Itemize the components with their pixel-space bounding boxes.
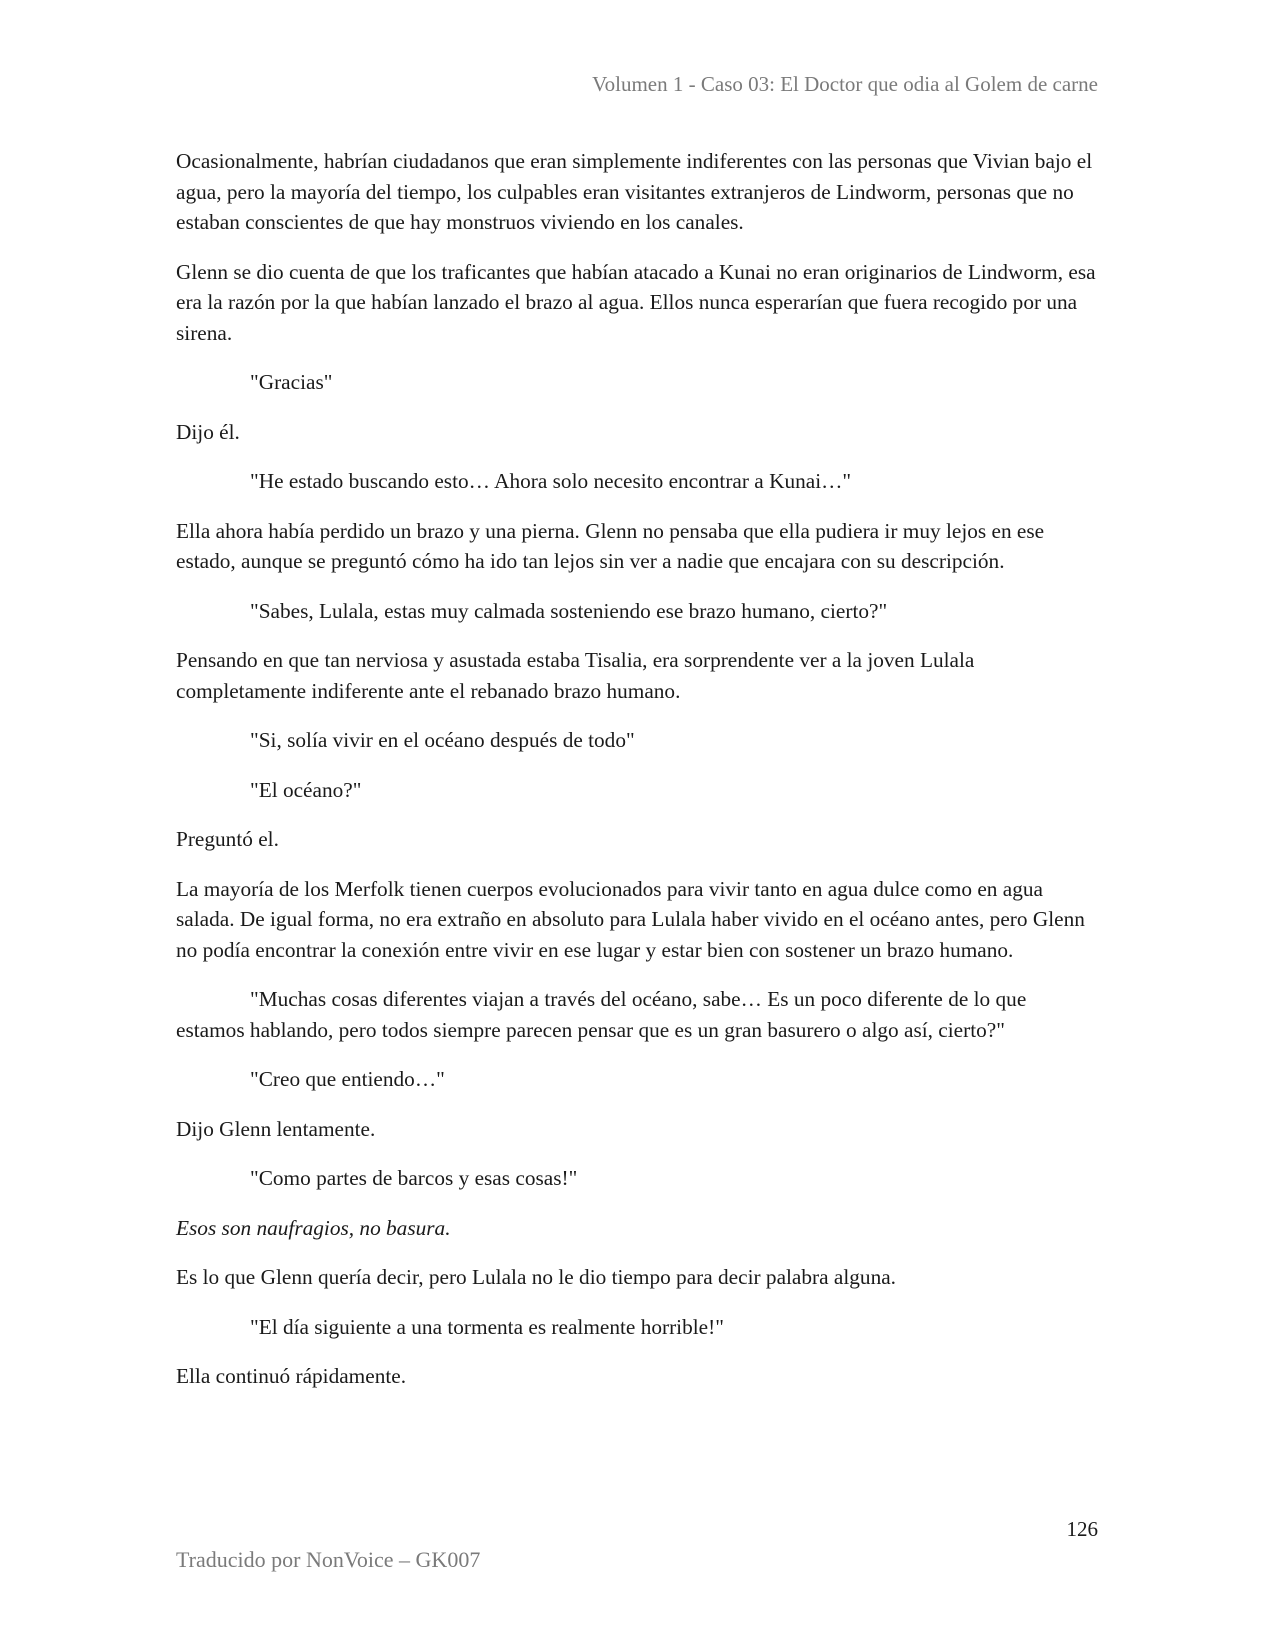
running-header: Volumen 1 - Caso 03: El Doctor que odia al Golem de carne (592, 72, 1098, 96)
paragraph: La mayoría de los Merfolk tienen cuerpos evolucionados para vivir tanto en agua dulce como en agua salada. De igual forma, no era extraño en absoluto para Lulala haber vivido en el océano antes, pero Glenn no podía encontrar la conexión entre vivir en ese lugar y estar bien con sostener un brazo humano. (176, 876, 1085, 962)
paragraph: Dijo Glenn lentamente. (176, 1116, 376, 1141)
dialogue-line: "Sabes, Lulala, estas muy calmada sosteniendo ese brazo humano, cierto?" (250, 598, 888, 623)
page-number: 126 (1066, 1517, 1098, 1541)
dialogue-line: "El día siguiente a una tormenta es realmente horrible!" (250, 1314, 724, 1339)
paragraph: Preguntó el. (176, 827, 279, 851)
dialogue-line: "Muchas cosas diferentes viajan a través del océano, sabe… Es un poco diferente de lo que estamos hablando, pero todos siempre parecen pensar que es un gran basurero o algo así, cierto?" (176, 987, 1027, 1042)
italic-thought: Esos son naufragios, no basura. (176, 1215, 451, 1240)
translator-credit: Traducido por NonVoice – GK007 (176, 1547, 481, 1572)
dialogue-line: "El océano?" (250, 777, 362, 802)
dialogue-line: "Gracias" (250, 370, 333, 394)
paragraph: Glenn se dio cuenta de que los traficantes que habían atacado a Kunai no eran originarios de Lindworm, esa era la razón por la que habían lanzado el brazo al agua. Ellos nunca esperarían que fuera recogido por una sirena. (176, 259, 1096, 345)
paragraph: Ella ahora había perdido un brazo y una pierna. Glenn no pensaba que ella pudiera ir muy lejos en ese estado, aunque se preguntó cómo ha ido tan lejos sin ver a nadie que encajara con su descripción. (176, 518, 1045, 573)
dialogue-line: "He estado buscando esto… Ahora solo necesito encontrar a Kunai…" (250, 469, 852, 493)
paragraph: Es lo que Glenn quería decir, pero Lulala no le dio tiempo para decir palabra alguna. (176, 1265, 896, 1289)
paragraph: Dijo él. (176, 419, 240, 444)
paragraph: Ella continuó rápidamente. (176, 1364, 407, 1388)
dialogue-line: "Creo que entiendo…" (250, 1067, 445, 1091)
dialogue-line: "Como partes de barcos y esas cosas!" (250, 1166, 578, 1190)
paragraph: Pensando en que tan nerviosa y asustada estaba Tisalia, era sorprendente ver a la joven Lulala completamente indiferente ante el rebanado brazo humano. (176, 648, 975, 703)
page-body (176, 146, 1100, 1411)
paragraph: Ocasionalmente, habrían ciudadanos que eran simplemente indiferentes con las personas que Vivian bajo el agua, pero la mayoría del tiempo, los culpables eran visitantes extranjeros de Lindworm, personas que no estaban conscientes de que hay monstruos viviendo en los canales. (176, 149, 1093, 234)
dialogue-line: "Si, solía vivir en el océano después de todo" (250, 728, 635, 752)
